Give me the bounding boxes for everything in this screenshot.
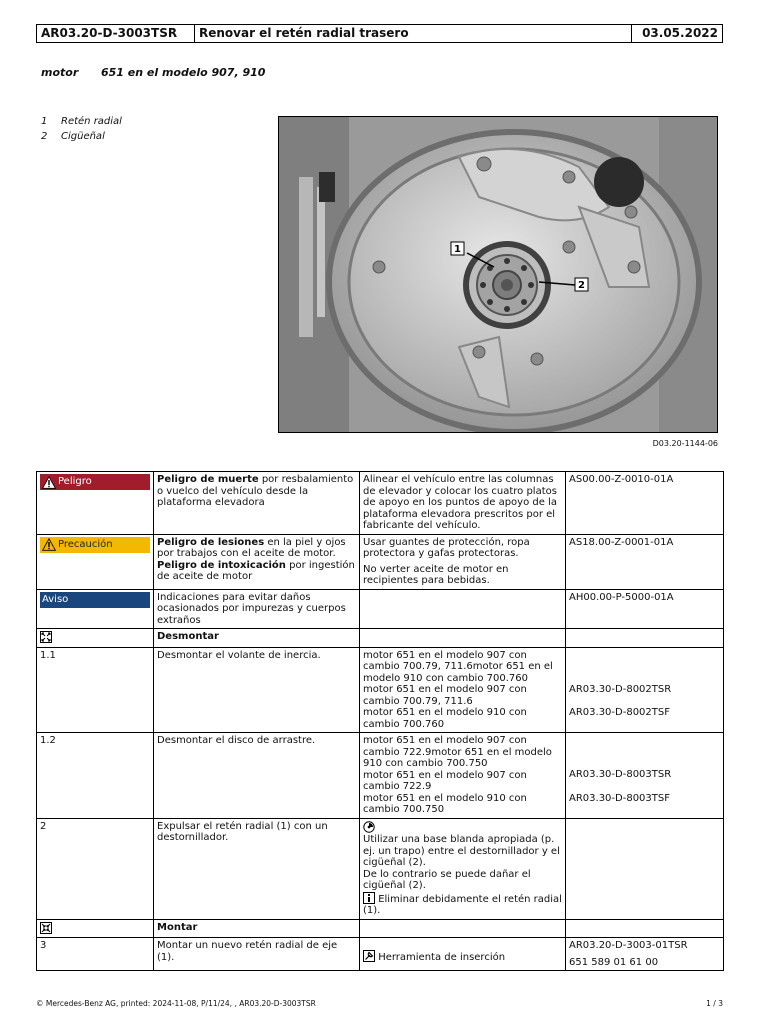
step-action: Montar un nuevo retén radial de eje (1). [154, 938, 360, 971]
step-condition: motor 651 en el modelo 907 con cambio 700.79, 711.6motor 651 en el modelo 910 con cambio 700.760 [363, 649, 553, 684]
step-condition: motor 651 en el modelo 907 con cambio 722.9 [363, 769, 527, 792]
step-row [37, 733, 724, 819]
section-title: Desmontar [157, 631, 219, 642]
remove-icon [40, 631, 52, 643]
legend-number: 2 [41, 131, 48, 142]
step-condition: motor 651 en el modelo 910 con cambio 700.760 [363, 707, 527, 730]
hazard-title: Peligro de muerte [157, 474, 259, 485]
hazard-text: por resbalamiento o vuelco del vehículo desde la plataforma elevadora [157, 474, 354, 508]
figure-legend [41, 115, 122, 145]
step-row [37, 938, 724, 971]
tool-icon [363, 950, 375, 962]
reference-link[interactable]: AS00.00-Z-0010-01A [566, 472, 724, 535]
notice-row [37, 589, 724, 629]
measure-text: No verter aceite de motor en recipientes para bebidas. [363, 563, 509, 586]
danger-label: Peligro [58, 476, 92, 488]
step-condition: motor 651 en el modelo 910 con cambio 700.750 [363, 792, 527, 815]
reference-link[interactable]: AR03.20-D-3003-01TSR [569, 940, 688, 951]
install-section-row [37, 919, 724, 938]
reference-link[interactable]: AH00.00-P-5000-01A [566, 589, 724, 629]
engine-illustration [279, 117, 718, 433]
warning-triangle-icon [42, 538, 56, 551]
hazard-title: Peligro de lesiones [157, 536, 265, 548]
footer-copyright: © Mercedes-Benz AG, printed: 2024-11-08, P/11/24, , AR03.20-D-3003TSR [36, 999, 316, 1008]
model-label: motor [41, 66, 79, 79]
callout-2: 2 [578, 280, 585, 291]
legend-text: Cigüeñal [61, 131, 105, 142]
document-header [36, 24, 723, 43]
step-action: Desmontar el disco de arrastre. [154, 733, 360, 819]
warning-triangle-icon [42, 476, 56, 489]
document-id: AR03.20-D-3003TSR [37, 25, 195, 42]
document-date: 03.05.2022 [642, 26, 718, 40]
reference-link[interactable]: AR03.30-D-8003TSF [569, 792, 670, 804]
reference-link[interactable]: AR03.30-D-8003TSR [569, 769, 672, 780]
engine-figure [278, 116, 718, 433]
caution-row [37, 534, 724, 589]
hazard-text: por ingestión de aceite de motor [157, 559, 355, 582]
step-row [37, 647, 724, 733]
figure-id: D03.20-1144-06 [652, 439, 718, 448]
document-title: Renovar el retén radial trasero [195, 25, 632, 42]
tool-part-number[interactable]: 651 589 01 61 00 [569, 956, 659, 968]
info-note: Eliminar debidamente el retén radial (1). [363, 893, 562, 916]
notice-text: Indicaciones para evitar daños ocasionados por impurezas y cuerpos extraños [154, 589, 360, 629]
model-line [41, 66, 266, 79]
reference-link[interactable]: AS18.00-Z-0001-01A [566, 534, 724, 589]
notice-label: Aviso [42, 593, 69, 605]
legend-text: Retén radial [61, 116, 122, 127]
page-number: 1 / 3 [706, 999, 723, 1008]
callout-1: 1 [454, 244, 461, 255]
danger-row [37, 472, 724, 535]
caution-label: Precaución [58, 538, 113, 550]
procedure-table [36, 471, 724, 971]
measure-text: Alinear el vehículo entre las columnas de elevador y colocar los cuatro platos de apoyo en los puntos de apoyo de la plataforma elevadora prescritos por el fabricante del vehículo. [360, 472, 566, 535]
reference-link[interactable]: AR03.30-D-8002TSR [569, 683, 672, 695]
info-icon [363, 892, 375, 904]
hazard-text: en la piel y ojos por trabajos con el aceite de motor. [157, 536, 346, 559]
install-icon [40, 922, 52, 934]
step-number: 3 [37, 938, 154, 971]
notice-badge [40, 592, 150, 608]
page-footer [36, 999, 723, 1008]
step-number: 2 [37, 818, 154, 919]
caution-badge [40, 537, 150, 553]
section-title: Montar [157, 921, 198, 933]
model-value: 651 en el modelo 907, 910 [101, 66, 266, 79]
legend-item [41, 130, 122, 145]
step-action: Expulsar el retén radial (1) con un destornillador. [154, 818, 360, 919]
remove-section-row [37, 629, 724, 648]
legend-item [41, 115, 122, 130]
measure-text: Usar guantes de protección, ropa protectora y gafas protectoras. [363, 536, 530, 559]
tool-name: Herramienta de inserción [378, 952, 506, 963]
hazard-title: Peligro de intoxicación [157, 559, 286, 571]
step-note: Utilizar una base blanda apropiada (p. ej. un trapo) entre el destornillador y el cigüeñal (2). [363, 834, 560, 868]
step-condition: motor 651 en el modelo 907 con cambio 722.9motor 651 en el modelo 910 con cambio 700.750 [363, 735, 552, 769]
step-number: 1.2 [37, 733, 154, 819]
reference-link[interactable]: AR03.30-D-8002TSF [569, 707, 670, 718]
step-number: 1.1 [37, 647, 154, 733]
step-note: De lo contrario se puede dañar el cigüeñal (2). [363, 868, 531, 891]
step-action: Desmontar el volante de inercia. [154, 647, 360, 733]
legend-number: 1 [41, 116, 48, 127]
step-row [37, 818, 724, 919]
step-condition: motor 651 en el modelo 907 con cambio 700.79, 711.6 [363, 684, 527, 707]
attention-icon [363, 821, 375, 833]
danger-badge [40, 474, 150, 490]
